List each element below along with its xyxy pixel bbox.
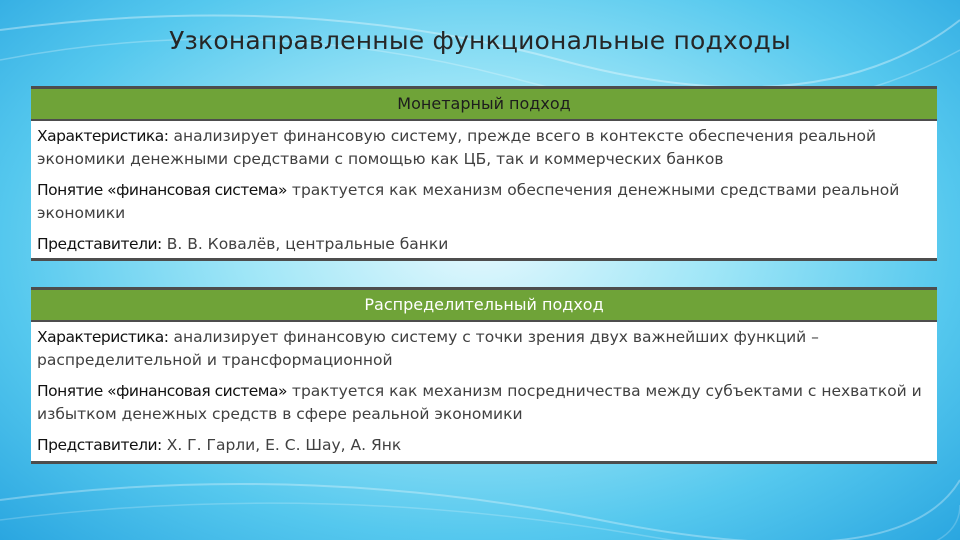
representatives-label: Представители: bbox=[37, 235, 162, 253]
concept-paragraph bbox=[37, 380, 931, 426]
concept-label: Понятие «финансовая система» bbox=[37, 382, 287, 400]
distributive-approach-card bbox=[31, 287, 937, 464]
representatives-text: Х. Г. Гарли, Е. С. Шау, А. Янк bbox=[161, 436, 402, 454]
characteristic-label: Характеристика: bbox=[37, 328, 169, 346]
characteristic-label: Характеристика: bbox=[37, 127, 169, 145]
concept-label: Понятие «финансовая система» bbox=[37, 181, 287, 199]
characteristic-paragraph bbox=[37, 125, 931, 171]
concept-text: трактуется как механизм посредничества между субъектами с нехваткой и избытком денежных средств в сфере реальной экономики bbox=[37, 382, 922, 423]
characteristic-text: анализирует финансовую систему с точки зрения двух важнейших функций – распределительной и трансформационной bbox=[37, 328, 819, 369]
slide-title: Узконаправленные функциональные подходы bbox=[169, 26, 791, 55]
characteristic-paragraph bbox=[37, 326, 931, 372]
concept-paragraph bbox=[37, 179, 931, 225]
representatives-paragraph bbox=[37, 233, 931, 256]
concept-text: трактуется как механизм обеспечения денежными средствами реальной экономики bbox=[37, 181, 900, 222]
representatives-text: В. В. Ковалёв, центральные банки bbox=[161, 235, 449, 253]
monetary-approach-body bbox=[31, 121, 937, 256]
monetary-approach-header: Монетарный подход bbox=[31, 86, 937, 121]
monetary-approach-card bbox=[31, 86, 937, 261]
characteristic-text: анализирует финансовую систему, прежде всего в контексте обеспечения реальной экономики денежными средствами с помощью как ЦБ, так и коммерческих банков bbox=[37, 127, 877, 168]
distributive-approach-header: Распределительный подход bbox=[31, 287, 937, 322]
representatives-paragraph bbox=[37, 434, 931, 457]
distributive-approach-body bbox=[31, 322, 937, 457]
representatives-label: Представители: bbox=[37, 436, 162, 454]
